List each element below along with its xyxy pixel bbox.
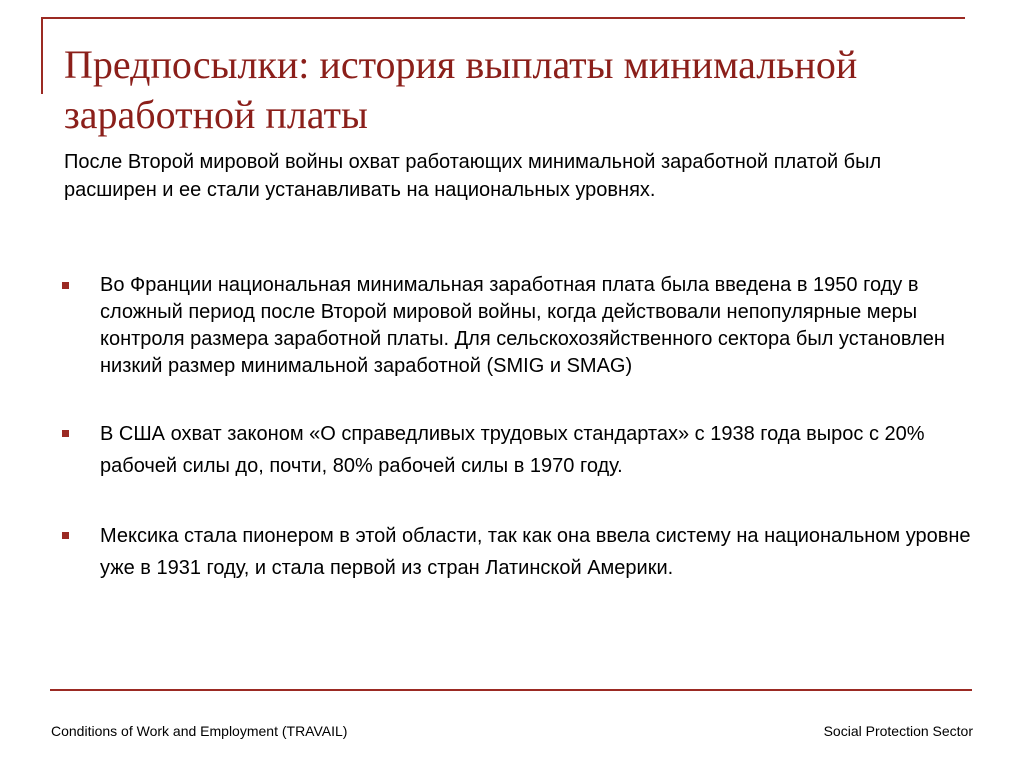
bullet-text: В США охват законом «О справедливых трудовых стандартах» с 1938 года вырос с 20% рабочей силы до, почти, 80% рабочей силы в 1970 году. xyxy=(100,423,925,477)
bullet-item-usa xyxy=(58,418,978,482)
square-bullet-icon xyxy=(62,532,69,539)
bullet-text: Во Франции национальная минимальная заработная плата была введена в 1950 году в сложный период после Второй мировой войны, когда действовали непопулярные меры контроля размера заработной платы. Для сельскохозяйственного сектора был установлен низкий размер минимальной заработной (SMIG и SMAG) xyxy=(100,274,945,377)
left-frame-line xyxy=(41,17,43,94)
top-frame-line xyxy=(41,17,965,19)
footer-right-text: Social Protection Sector xyxy=(823,723,973,739)
square-bullet-icon xyxy=(62,282,69,289)
footer-divider xyxy=(50,689,972,691)
bullet-item-mexico xyxy=(58,520,978,584)
slide-title: Предпосылки: история выплаты минимальной заработной платы xyxy=(64,42,858,137)
footer-left-text: Conditions of Work and Employment (TRAVAIL) xyxy=(51,723,348,739)
intro-paragraph: После Второй мировой войны охват работающих минимальной заработной платой был расширен и ее стали устанавливать на национальных уровнях. xyxy=(64,151,882,201)
bullet-text: Мексика стала пионером в этой области, так как она ввела систему на национальном уровне уже в 1931 году, и стала первой из стран Латинской Америки. xyxy=(100,525,971,579)
bullet-list xyxy=(58,272,978,584)
bullet-item-france xyxy=(58,272,978,380)
square-bullet-icon xyxy=(62,430,69,437)
